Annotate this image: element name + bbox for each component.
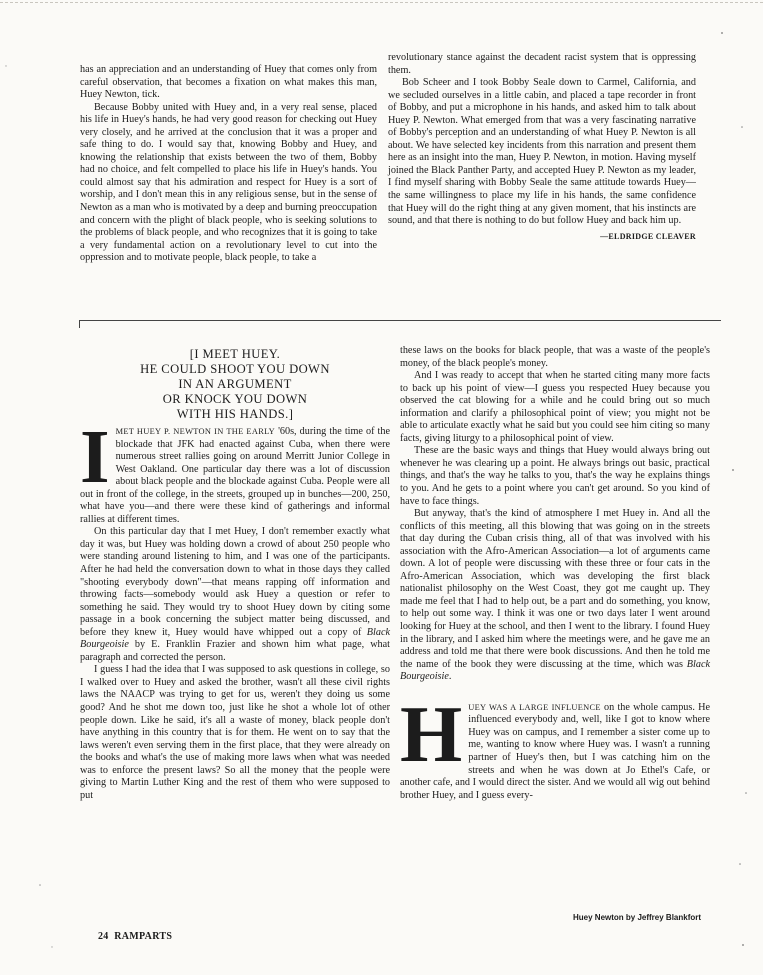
- paragraph-text: But anyway, that's the kind of atmosphere I met Huey in. And all the conflicts of this meeting, all this blowing that was going on in the streets that day during the Cuban crisis thing, all of that was involved with his association with the Afro-American Association—a lot of arguments came down. A lot of people were discussing with these three or four cats in the Afro-American Association, which was developing the first black nationalist philosophy on the West Coast, they got me caught up. They made me feel that I had to help out, be a part and do something, you know, to help out some way. I think it was one or two days later I went around looking for Huey at the school, and then I went to the library. I found Huey in the library, and I asked him where the meetings were, and he gave me an address and told me that there were book discussions. And then he told me the name of the book they were discussing at the time, which was: [400, 508, 710, 670]
- paragraph: [400, 508, 710, 684]
- paragraph: [80, 526, 390, 664]
- top-left-column: [80, 64, 377, 265]
- paragraph: has an appreciation and an understanding of Huey that comes only from careful observation, that becomes a fixation on what makes this man, Huey Newton, tick.: [80, 64, 377, 101]
- paragraph: Because Bobby united with Huey and, in a very real sense, placed his life in Huey's hands, he had very good reason for checking out Huey very closely, and he arrived at the conclusion that it was a proper and safe thing to do. I would say that, knowing Bobby and Huey, and knowing the relationship that exists between the two of them, Bobby had no choice, and felt compelled to place his life in Huey's hands. You could almost say that his admiration and respect for Huey is a sort of worship, and I don't mean this in any religious sense, but in the sense of Newton as a man who is motivated by a deep and burning preoccupation and concern with the plight of black people, who is seeking solutions to the problems of black people, and who recognizes that it is going to take a very fundamental action on a revolutionary level to cut into the oppression and to motivate people, black people, to take a: [80, 101, 377, 264]
- book-title: Black Bourgeoisie: [80, 626, 390, 651]
- magazine-name: RAMPARTS: [114, 931, 173, 942]
- section-divider-rule: [79, 320, 721, 321]
- photo-credit: Huey Newton by Jeffrey Blankfort: [573, 913, 702, 922]
- section-headline: [112, 347, 358, 422]
- bottom-left-column: [80, 415, 390, 802]
- lead-paragraph: [400, 690, 710, 802]
- lead-paragraph: [80, 415, 390, 526]
- drop-cap: H: [400, 690, 463, 779]
- author-signature: —ELDRIDGE CLEAVER: [600, 231, 696, 241]
- page-number: 24: [98, 931, 109, 942]
- headline-line: WITH HIS HANDS.]: [176, 407, 294, 421]
- paragraph: I guess I had the idea that I was supposed to ask questions in college, so I walked over to Huey and asked the brother, wasn't all these civil rights laws the NAACP was trying to get for us, weren't they doing us some good? And he shot me down too, just like he shot a whole lot of other people down. Like he said, it's all a waste of money, black people don't have anything in this country that is for them. He went on to say that the laws weren't even serving them in the first place, that they were already on the books and what's the use of making more laws when what was needed was to enforce the present laws? So all the money that the people were giving to Martin Luther King and the rest of them who were supposed to put: [80, 664, 390, 801]
- headline-line: [I MEET HUEY.: [189, 347, 281, 361]
- paragraph: These are the basic ways and things that Huey would always bring out whenever he was clearing up a point. He always brings out basic, practical things, and that's the way he talks to you, that's the way he explains things to you. And he gets to a point where you can't get around. So you kind of have to face things.: [400, 445, 710, 507]
- lead-smallcaps: UEY WAS A LARGE INFLUENCE: [468, 702, 601, 712]
- headline-line: IN AN ARGUMENT: [178, 377, 292, 391]
- paragraph: revolutionary stance against the decadent racist system that is oppressing them.: [388, 52, 696, 76]
- lead-text: on the whole campus. He influenced everybody and, well, like I got to know where Huey was on campus, and I remember a sister come up to me, wanting to know where Huey was. I wasn't a running partner of Huey's then, but I was catching him on the streets and when he was down at Jo Ethel's Cafe, or another cafe, and I would direct the sister. And we would all wig out behind brother Huey, and I guess every-: [400, 701, 710, 801]
- headline-line: OR KNOCK YOU DOWN: [162, 392, 308, 406]
- paragraph-text: by E. Franklin Frazier and shown him what page, what paragraph and corrected the person.: [80, 639, 390, 663]
- lead-smallcaps: MET HUEY P. NEWTON IN THE EARLY: [115, 427, 275, 436]
- top-right-column: [388, 52, 696, 243]
- drop-cap: I: [80, 415, 110, 499]
- book-title: Black Bourgeoisie: [400, 658, 710, 683]
- page-footer: [98, 931, 172, 942]
- paragraph: And I was ready to accept that when he started citing many more facts to back up his point of view—I guess you respected Huey because you observed the cat blowing for a while and he could bring out so much information and clarify a philosophical point of view; you might not be able to articulate exactly what he said but you could see him citing so many facts, giving liturgy to a philosophical point of view.: [400, 370, 710, 444]
- paragraph-text: .: [448, 671, 452, 683]
- divider-corner-tick: [79, 320, 80, 328]
- paragraph-text: On this particular day that I met Huey, I don't remember exactly what day it was, but Huey was holding down a crowd of about 250 people who were standing around listening to him, and I was one of the participants. After he had held the conversation down to what in those days they called "shooting everybody down"—that means rapping off information and throwing facts—somebody would ask Huey a question or refer to something he said. They would try to shoot Huey down by citing some passage in a book concerning the subject matter being discussed, and before they knew it, Huey would have whipped out a copy of: [80, 526, 390, 638]
- paragraph: these laws on the books for black people, that was a waste of the people's money, of the black people's money.: [400, 345, 710, 369]
- paragraph: Bob Scheer and I took Bobby Seale down to Carmel, California, and we secluded ourselves in a little cabin, and placed a tape recorder in front of Bobby, and put a microphone in his hands, and asked him to talk about Huey P. Newton. What emerged from that was a very fascinating narrative of Bobby's perception and an understanding of what Huey P. Newton is all about. We have selected key incidents from this narration and present them here as an insight into the man, Huey P. Newton, in motion. Having myself joined the Black Panther Party, and accepted Huey P. Newton as my leader, I find myself sharing with Bobby Seale the same attitude towards Huey—the same willingness to place my life in his hands, the same confidence that Huey will do the right thing at any given moment, that his instincts are sound, and that there is nothing to do but follow Huey and back him up.: [388, 77, 696, 227]
- lead-text: '60s, during the time of the blockade that JFK had enacted against Cuba, when there were numerous street rallies going on around Merritt Junior College in West Oakland. One particular day there was a lot of discussion about black people and the blockade against Cuba. People were all out in front of the college, in the streets, grouped up in bunches—200, 250, what have you—and there were these kind of gatherings and informal rallies at different times.: [80, 426, 390, 525]
- bottom-right-column: [400, 345, 710, 802]
- headline-line: HE COULD SHOOT YOU DOWN: [140, 362, 330, 376]
